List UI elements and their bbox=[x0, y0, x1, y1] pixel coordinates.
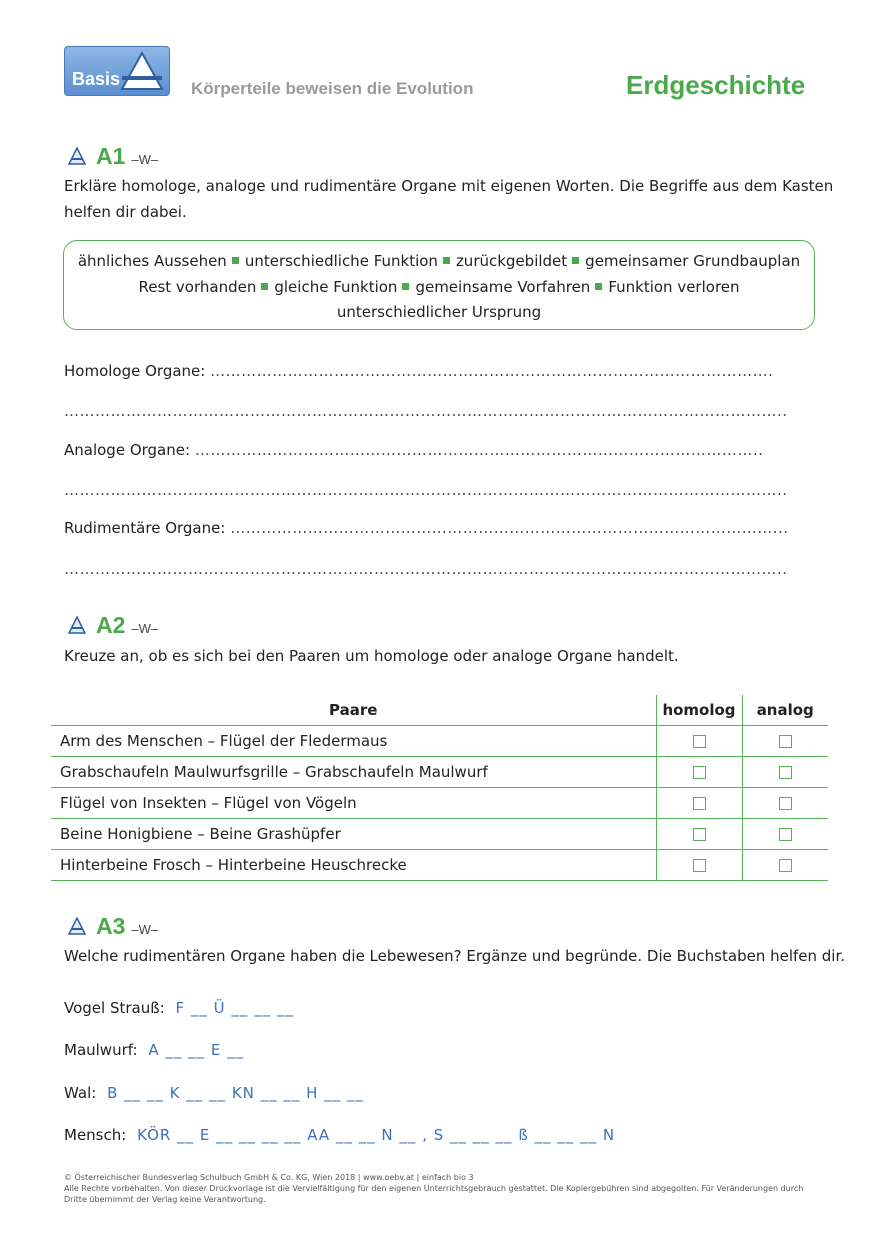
footer-line: © Österreichischer Bundesverlag Schulbuch GmbH & Co. KG, Wien 2018 | www.oebv.at | einfach bio 3 bbox=[64, 1173, 474, 1182]
homolog-cell[interactable] bbox=[656, 850, 742, 881]
bullet-square-icon bbox=[402, 283, 409, 290]
a1-instruction-line2: helfen dir dabei. bbox=[64, 203, 187, 221]
analog-checkbox[interactable] bbox=[779, 735, 792, 748]
homologe-line[interactable] bbox=[64, 362, 816, 380]
organism-row[interactable] bbox=[64, 1041, 244, 1059]
analog-checkbox[interactable] bbox=[779, 797, 792, 810]
analog-checkbox[interactable] bbox=[779, 859, 792, 872]
analog-cell[interactable] bbox=[742, 819, 828, 850]
analog-checkbox[interactable] bbox=[779, 766, 792, 779]
organism-row[interactable] bbox=[64, 1084, 364, 1102]
analog-checkbox[interactable] bbox=[779, 828, 792, 841]
task-level: –W– bbox=[131, 922, 159, 937]
term: Funktion verloren bbox=[608, 277, 740, 296]
homolog-cell[interactable] bbox=[656, 788, 742, 819]
answer-dots[interactable]: ……………………………………………………………………………………………….. bbox=[194, 441, 764, 459]
term: Rest vorhanden bbox=[138, 277, 257, 296]
homolog-checkbox[interactable] bbox=[693, 797, 706, 810]
term: ähnliches Aussehen bbox=[77, 252, 227, 270]
column-header-homolog: homolog bbox=[656, 695, 742, 726]
homolog-cell[interactable] bbox=[656, 757, 742, 788]
organism-row[interactable] bbox=[64, 1126, 615, 1144]
term: gemeinsamer Grundbauplan bbox=[585, 252, 801, 270]
term: gemeinsame Vorfahren bbox=[415, 277, 591, 296]
table-row bbox=[51, 819, 828, 850]
term: zurückgebildet bbox=[455, 252, 568, 270]
analog-cell[interactable] bbox=[742, 757, 828, 788]
table-row bbox=[51, 726, 828, 757]
homolog-checkbox[interactable] bbox=[693, 828, 706, 841]
a3-instruction: Welche rudimentären Organe haben die Lebewesen? Ergänze und begründe. Die Buchstaben helfen dir. bbox=[64, 947, 846, 965]
bullet-square-icon bbox=[572, 257, 579, 264]
copyright-footer bbox=[64, 1172, 824, 1205]
rudimentaere-label: Rudimentäre Organe: bbox=[64, 519, 226, 537]
pyramid-icon bbox=[68, 917, 86, 935]
answer-line[interactable]: ………………………………………………………………………………………………………………………….. bbox=[64, 402, 788, 420]
bullet-square-icon bbox=[261, 283, 268, 290]
table-row bbox=[51, 757, 828, 788]
column-header-pairs: Paare bbox=[329, 701, 378, 719]
pair-cell: Beine Honigbiene – Beine Grashüpfer bbox=[51, 819, 656, 850]
pair-cell: Flügel von Insekten – Flügel von Vögeln bbox=[51, 788, 656, 819]
letter-hint[interactable]: KÖR __ E __ __ __ __ AA __ __ N __ , S __ __ __ ß __ __ __ N bbox=[137, 1126, 616, 1144]
bullet-square-icon bbox=[595, 283, 602, 290]
organism-row[interactable] bbox=[64, 999, 294, 1017]
task-level: –W– bbox=[131, 152, 159, 167]
organism-label: Mensch: bbox=[64, 1126, 127, 1144]
analog-cell[interactable] bbox=[742, 788, 828, 819]
answer-line[interactable]: ………………………………………………………………………………………………………………………….. bbox=[64, 481, 788, 499]
worksheet-subtitle: Körperteile beweisen die Evolution bbox=[191, 79, 474, 98]
letter-hint[interactable]: F __ Ü __ __ __ bbox=[175, 999, 294, 1017]
pair-cell: Arm des Menschen – Flügel der Fledermaus bbox=[51, 726, 656, 757]
footer-line: Dritte übernimmt der Verlag keine Verantwortung. bbox=[64, 1195, 266, 1204]
task-number: A1 bbox=[96, 143, 126, 169]
organism-label: Vogel Strauß: bbox=[64, 999, 165, 1017]
table-row bbox=[51, 850, 828, 881]
task-number: A2 bbox=[96, 612, 126, 638]
analoge-label: Analoge Organe: bbox=[64, 441, 191, 459]
answer-dots[interactable]: ……………………………………………………………………………………………... bbox=[230, 519, 789, 537]
pyramid-icon bbox=[119, 50, 165, 92]
rudimentaere-line[interactable] bbox=[64, 519, 816, 537]
pair-cell: Grabschaufeln Maulwurfsgrille – Grabschaufeln Maulwurf bbox=[51, 757, 656, 788]
column-header-analog: analog bbox=[742, 695, 828, 726]
answer-line[interactable]: ………………………………………………………………………………………………………………………….. bbox=[64, 560, 788, 578]
letter-hint[interactable]: B __ __ K __ __ KN __ __ H __ __ bbox=[107, 1084, 364, 1102]
homolog-checkbox[interactable] bbox=[693, 859, 706, 872]
a1-instruction-line1: Erkläre homologe, analoge und rudimentäre Organe mit eigenen Worten. Die Begriffe aus dem Kasten bbox=[64, 177, 834, 195]
homolog-cell[interactable] bbox=[656, 726, 742, 757]
task-a1-heading bbox=[68, 140, 158, 168]
homolog-checkbox[interactable] bbox=[693, 735, 706, 748]
bullet-square-icon bbox=[443, 257, 450, 264]
table-header-row bbox=[51, 695, 828, 726]
pyramid-icon bbox=[68, 147, 86, 165]
table-row bbox=[51, 788, 828, 819]
term: unterschiedliche Funktion bbox=[244, 252, 438, 270]
analog-cell[interactable] bbox=[742, 850, 828, 881]
logo-label: Basis bbox=[72, 69, 121, 89]
homologe-label: Homologe Organe: bbox=[64, 362, 206, 380]
basis-logo bbox=[64, 46, 170, 96]
a2-instruction: Kreuze an, ob es sich bei den Paaren um homologe oder analoge Organe handelt. bbox=[64, 647, 679, 665]
task-a3-heading bbox=[68, 910, 158, 938]
term: gleiche Funktion bbox=[274, 277, 398, 296]
task-a2-heading bbox=[68, 609, 158, 637]
footer-line: Alle Rechte vorbehalten. Von dieser Druckvorlage ist die Vervielfältigung für den eigenen Unterrichtsgebrauch gestattet. Die Kopiergebühren sind abgegolten. Für Veränderungen durch bbox=[64, 1184, 804, 1193]
organism-label: Wal: bbox=[64, 1084, 97, 1102]
task-number: A3 bbox=[96, 913, 126, 939]
term: unterschiedlicher Ursprung bbox=[336, 303, 542, 321]
answer-dots[interactable]: ………………………………………………………………………………………………. bbox=[210, 362, 774, 380]
analoge-line[interactable] bbox=[64, 441, 816, 459]
bullet-square-icon bbox=[232, 257, 239, 264]
topic-title: Erdgeschichte bbox=[626, 70, 806, 100]
pair-cell: Hinterbeine Frosch – Hinterbeine Heuschrecke bbox=[51, 850, 656, 881]
homolog-cell[interactable] bbox=[656, 819, 742, 850]
letter-hint[interactable]: A __ __ E __ bbox=[148, 1041, 245, 1059]
organism-label: Maulwurf: bbox=[64, 1041, 138, 1059]
homolog-checkbox[interactable] bbox=[693, 766, 706, 779]
pairs-table bbox=[51, 695, 828, 881]
term-box bbox=[63, 240, 815, 330]
analog-cell[interactable] bbox=[742, 726, 828, 757]
pyramid-icon bbox=[68, 616, 86, 634]
task-level: –W– bbox=[131, 621, 159, 636]
